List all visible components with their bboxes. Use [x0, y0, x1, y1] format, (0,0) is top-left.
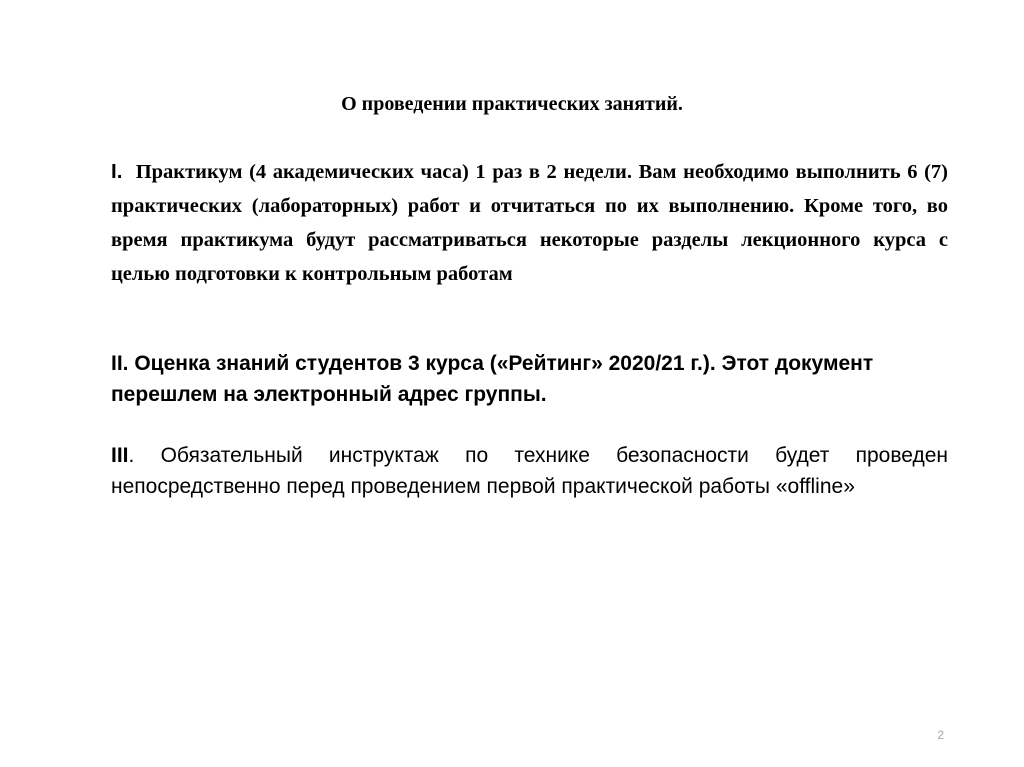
section-text: Практикум (4 академических часа) 1 раз в 2 недели. Вам необходимо выполнить 6 (7) практических (лабораторных) работ и отчитаться по их выполнению. Кроме того, во время практикума будут рассматриваться некоторые разделы лекционного курса с целью подготовки к контрольным работам — [111, 161, 949, 285]
section-text: . Оценка знаний студентов 3 курса («Рейтинг» 2020/21 г.). Этот документ перешлем на электронный адрес группы. — [111, 352, 874, 406]
section-practicum — [111, 155, 948, 291]
section-numeral: II — [111, 352, 123, 375]
section-text: . Обязательный инструктаж по технике безопасности будет проведен непосредственно перед проведением первой практической работы «offline» — [111, 444, 948, 498]
section-rating — [111, 348, 948, 410]
section-numeral: III — [111, 444, 129, 467]
section-safety-briefing — [111, 440, 948, 502]
section-numeral: I. — [111, 160, 123, 183]
slide-title: О проведении практических занятий. — [341, 93, 683, 115]
page-number: 2 — [937, 728, 944, 742]
